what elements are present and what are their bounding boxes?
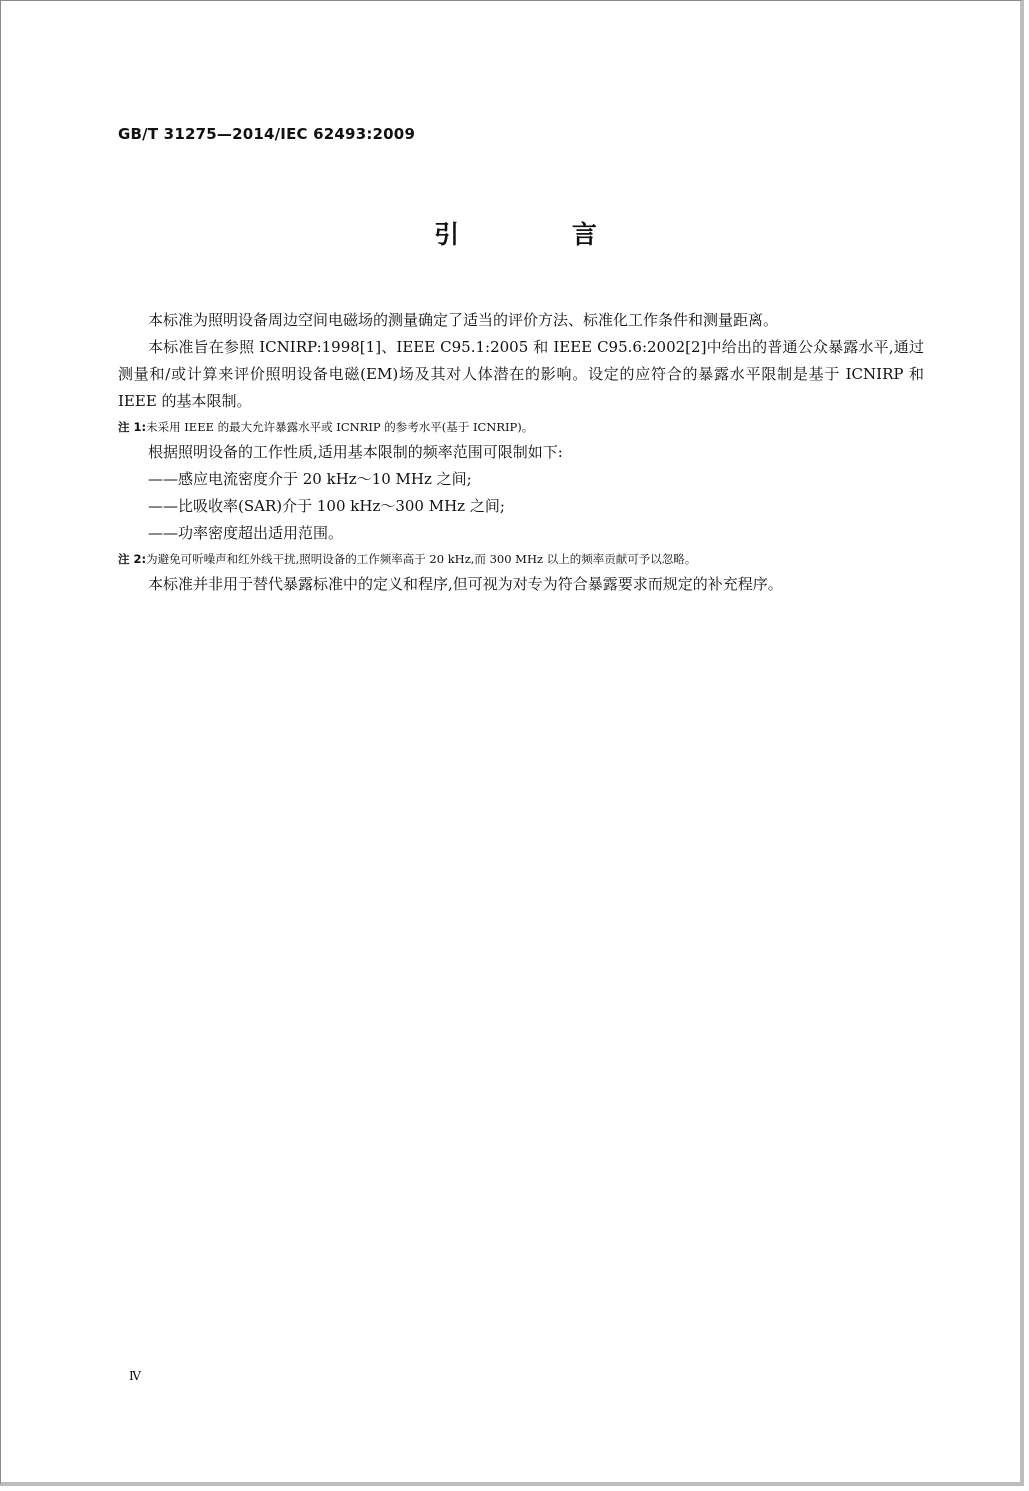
- list-item-power-density: ——功率密度超出适用范围。: [148, 524, 344, 542]
- page-number: Ⅳ: [129, 1369, 141, 1383]
- paragraph-closing: 本标准并非用于替代暴露标准中的定义和程序,但可视为对专为符合暴露要求而规定的补充程序。: [148, 575, 783, 593]
- note-2-text: 为避免可听噪声和红外线干扰,照明设备的工作频率高于 20 kHz,而 300 MHz 以上的频率贡献可予以忽略。: [146, 552, 697, 566]
- section-title: 引 言: [434, 220, 649, 249]
- note-1: [118, 415, 924, 439]
- note-2: [118, 547, 924, 571]
- note-1-text: 未采用 IEEE 的最大允许暴露水平或 ICNRIP 的参考水平(基于 ICNRIP)。: [146, 420, 534, 434]
- standard-number-header: GB/T 31275—2014/IEC 62493:2009: [118, 125, 416, 143]
- paragraph-purpose: 本标准旨在参照 ICNIRP:1998[1]、IEEE C95.1:2005 和 IEEE C95.6:2002[2]中给出的普通公众暴露水平,通过测量和/或计算来评价照明设备电磁(EM)场及其对人体潜在的影响。设定的应符合的暴露水平限制是基于 ICNIRP 和 IEEE 的基本限制。: [118, 338, 924, 410]
- paragraph-scope: 本标准为照明设备周边空间电磁场的测量确定了适当的评价方法、标准化工作条件和测量距离。: [148, 311, 779, 329]
- document-body: [118, 307, 924, 598]
- note-1-label: 注 1:: [118, 420, 147, 434]
- note-2-label: 注 2:: [118, 552, 147, 566]
- list-item-induced-current: ——感应电流密度介于 20 kHz～10 MHz 之间;: [148, 470, 472, 488]
- list-item-sar: ——比吸收率(SAR)介于 100 kHz～300 MHz 之间;: [148, 497, 505, 515]
- list-intro: 根据照明设备的工作性质,适用基本限制的频率范围可限制如下:: [148, 443, 563, 461]
